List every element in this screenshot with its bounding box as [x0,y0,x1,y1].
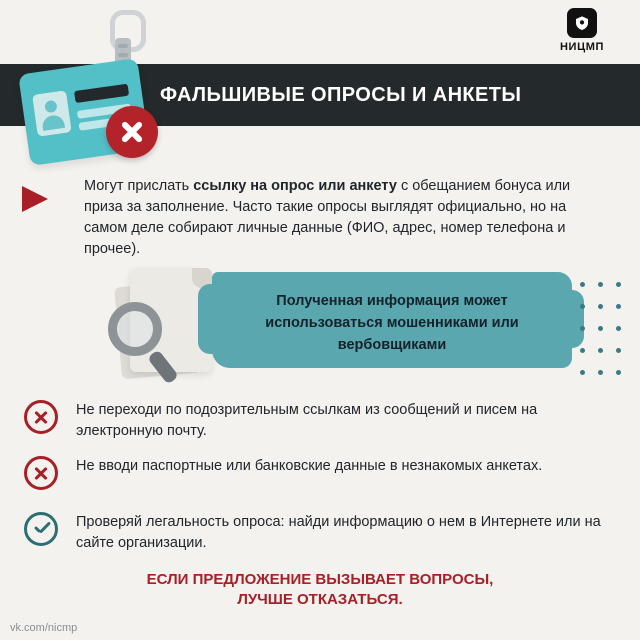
cross-circle-icon [24,400,58,434]
cross-circle-icon [24,456,58,490]
closing-slogan [20,570,620,610]
closing-slogan-line2: ЛУЧШЕ ОТКАЗАТЬСЯ. [237,591,403,608]
list-item [18,512,622,558]
highlight-banner-text: Полученная информация может использоваться мошенниками или вербовщиками [265,293,519,353]
intro-paragraph [84,176,604,260]
closing-slogan-line1: ЕСЛИ ПРЕДЛОЖЕНИЕ ВЫЗЫВАЕТ ВОПРОСЫ, [146,571,494,588]
badge-photo-icon [32,90,72,136]
list-item [18,456,622,502]
dot-pattern-decoration [580,282,626,394]
shield-icon [567,8,597,38]
list-item-label: Не вводи паспортные или банковские данные в незнакомых анкетах. [76,458,543,474]
red-arrow-icon [22,186,48,212]
list-item [18,400,622,446]
badge-photo-body [41,114,65,131]
list-item-label: Проверяй легальность опроса: найди информацию о нем в Интернете или на сайте организации. [76,514,601,551]
red-cross-icon [106,106,158,158]
intro-text-part1: Могут прислать [84,178,194,194]
brand-logo-text: НИЦМП [560,41,604,53]
badge-name-bar [74,84,129,103]
check-circle-icon [24,512,58,546]
footer-source-link[interactable]: vk.com/nicmp [10,622,78,634]
brand-logo [540,8,624,53]
tips-list [18,400,622,568]
list-item-label: Не переходи по подозрительным ссылкам из сообщений и писем на электронную почту. [76,402,538,439]
page-title: ФАЛЬШИВЫЕ ОПРОСЫ И АНКЕТЫ [160,84,522,106]
intro-text-part2: с обещанием бонуса или приза за заполнение. Часто такие опросы выглядят официально, но на самом деле собирают личные данные (ФИО, адрес, номер телефона и прочее). [84,178,571,257]
intro-text-bold: ссылку на опрос или анкету [193,178,397,194]
id-badge-icon [14,8,174,178]
magnifier-icon [108,302,162,356]
badge-photo-head [44,100,58,114]
